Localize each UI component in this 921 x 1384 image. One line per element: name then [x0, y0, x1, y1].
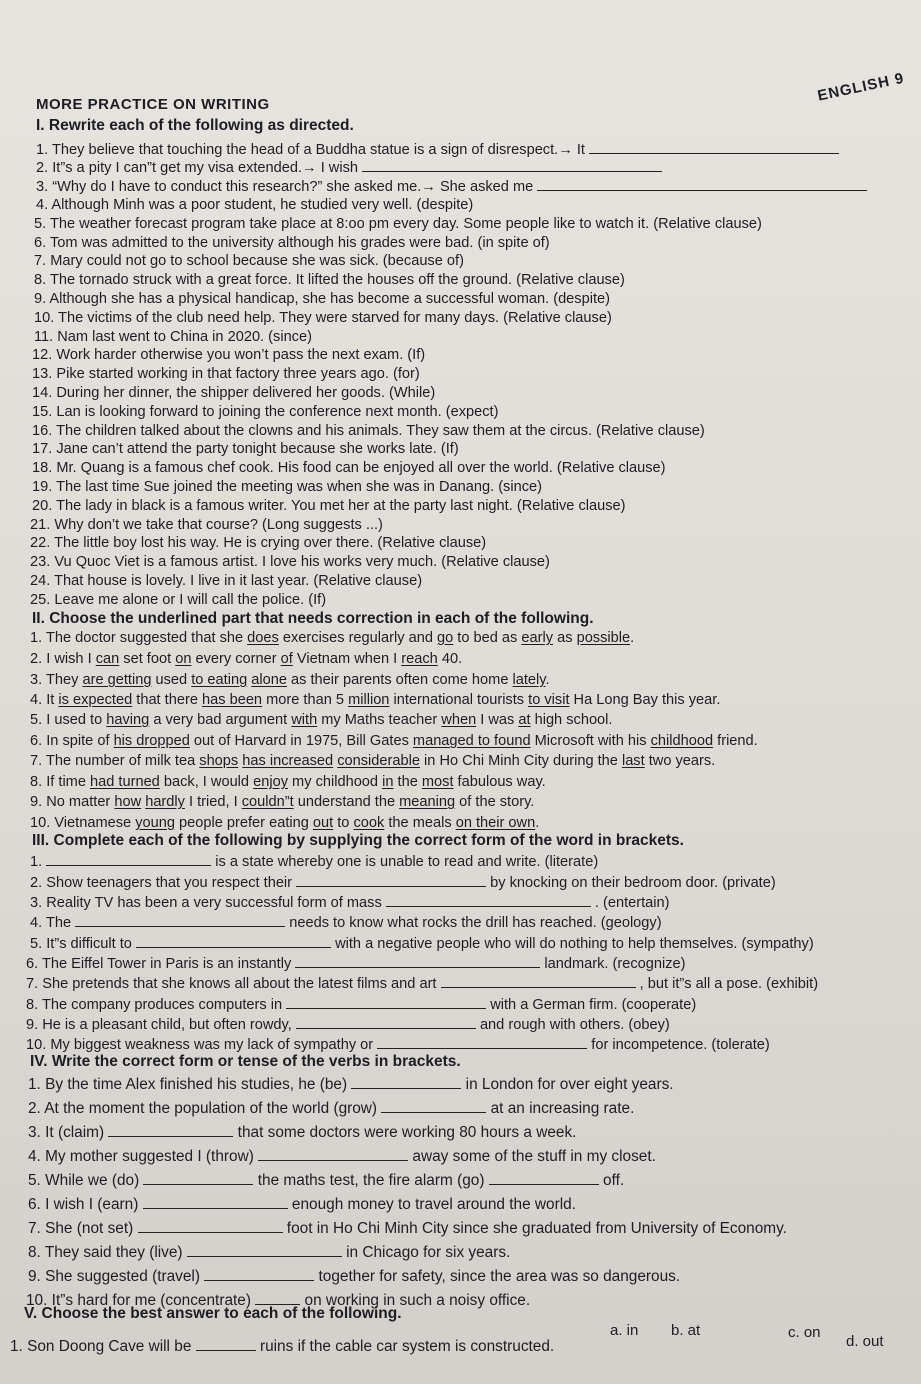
underlined-option[interactable]: are getting — [82, 672, 152, 688]
item-text: 22. The little boy lost his way. He is crying over there. (Relative clause) — [30, 535, 487, 551]
verb-form-item — [28, 1244, 510, 1262]
rewrite-item — [30, 592, 326, 608]
item-text: 12. Work harder otherwise you won’t pass the next exam. (If) — [32, 347, 426, 363]
item-suffix: in Chicago for six years. — [346, 1244, 511, 1261]
item-prefix: 2. Show teenagers that you respect their — [30, 875, 293, 891]
item-prefix: 2. At the moment the population of the world (grow) — [28, 1100, 378, 1117]
item-prefix: 8. They said they (live) — [28, 1244, 183, 1261]
correction-item — [30, 815, 539, 831]
item-text: 7. The number of milk tea — [30, 753, 200, 769]
item-prefix: 10. My biggest weakness was my lack of sympathy or — [26, 1037, 374, 1053]
item-text: 2. It”s a pity I can”t get my visa extended.→ I wish — [36, 160, 359, 176]
underlined-option[interactable]: possible — [576, 630, 631, 646]
item-suffix: with a German firm. (cooperate) — [490, 997, 697, 1013]
item-text: that there — [132, 692, 202, 708]
rewrite-item — [36, 178, 867, 195]
underlined-option[interactable]: at — [518, 712, 531, 728]
rewrite-item — [34, 310, 612, 326]
item-suffix: off. — [603, 1172, 625, 1189]
item-text: a very bad argument — [149, 712, 292, 728]
item-suffix: enough money to travel around the world. — [291, 1196, 576, 1213]
underlined-option[interactable]: with — [291, 712, 318, 728]
item-text: 23. Vu Quoc Viet is a famous artist. I love his works very much. (Relative clause) — [30, 554, 550, 570]
item-prefix: 6. I wish I (earn) — [28, 1196, 139, 1213]
underlined-option[interactable]: shops — [199, 753, 239, 769]
underlined-option[interactable]: alone — [251, 672, 287, 688]
item-text: in Ho Chi Minh City during the — [419, 753, 622, 769]
answer-blank[interactable] — [489, 1172, 599, 1185]
underlined-option[interactable]: childhood — [650, 733, 714, 749]
answer-blank[interactable] — [377, 1036, 587, 1049]
word-form-item — [26, 1036, 770, 1053]
underlined-option[interactable]: having — [106, 712, 150, 728]
item-prefix: 8. The company produces computers in — [26, 997, 283, 1013]
item-text: exercises regularly and — [278, 630, 438, 646]
correction-item — [30, 774, 546, 790]
rewrite-item — [32, 347, 425, 363]
item-text: as their parents often come home — [286, 672, 513, 688]
correction-item — [30, 672, 550, 688]
item-text: 8. If time — [30, 774, 91, 790]
underlined-option[interactable]: million — [348, 692, 390, 708]
item-text: 3. They — [30, 672, 83, 688]
item-prefix: 5. While we (do) — [28, 1172, 140, 1189]
word-form-item — [30, 935, 814, 952]
correction-item — [30, 692, 720, 708]
item-text: international tourists — [389, 692, 529, 708]
underlined-option[interactable]: on their own — [455, 815, 536, 831]
item-text: 25. Leave me alone or I will call the police. (If) — [30, 592, 327, 608]
rewrite-item — [36, 159, 662, 176]
underlined-option[interactable]: does — [247, 630, 279, 646]
item-text: set foot — [119, 651, 176, 667]
underlined-option[interactable]: has increased — [242, 753, 334, 769]
rewrite-item — [34, 291, 610, 307]
item-text: people prefer eating — [174, 815, 313, 831]
item-text: 13. Pike started working in that factory three years ago. (for) — [32, 366, 420, 382]
item-text: 3. “Why do I have to conduct this research?” she asked me.→ She asked me — [36, 179, 534, 195]
rewrite-item — [32, 366, 420, 382]
item-text: . — [545, 672, 550, 688]
correction-item — [30, 794, 534, 810]
item-text: every corner — [191, 651, 281, 667]
item-text: to bed as — [453, 630, 522, 646]
item-text: 10. Vietnamese — [30, 815, 136, 831]
item-suffix: foot in Ho Chi Minh City since she graduated from University of Economy. — [286, 1220, 787, 1237]
item-text: 11. Nam last went to China in 2020. (since) — [34, 329, 312, 345]
item-text: 4. It — [30, 692, 59, 708]
underlined-option[interactable]: young — [135, 815, 175, 831]
item-text: high school. — [530, 712, 613, 728]
rewrite-item — [32, 479, 542, 495]
item-text: 14. During her dinner, the shipper delivered her goods. (While) — [32, 385, 436, 401]
item-text: 6. In spite of — [30, 733, 114, 749]
item-prefix: 1. Son Doong Cave will be — [10, 1338, 192, 1355]
answer-blank[interactable] — [589, 141, 839, 154]
answer-blank[interactable] — [286, 996, 486, 1009]
correction-item — [30, 630, 634, 646]
item-text: used — [151, 672, 192, 688]
item-prefix: 1. By the time Alex finished his studies, he (be) — [28, 1076, 348, 1093]
verb-form-item — [28, 1148, 656, 1166]
answer-blank[interactable] — [46, 853, 211, 866]
multiple-choice-item — [10, 1338, 554, 1356]
word-form-item — [30, 914, 662, 931]
answer-blank[interactable] — [258, 1148, 408, 1161]
verb-form-item — [28, 1172, 624, 1190]
item-text: more than 5 — [262, 692, 349, 708]
item-text: 1. They believe that touching the head of a Buddha statue is a sign of disrespect.→ It — [36, 142, 585, 158]
item-prefix: 3. It (claim) — [28, 1124, 105, 1141]
answer-blank[interactable] — [255, 1292, 300, 1305]
underlined-option[interactable]: to eating — [191, 672, 248, 688]
section-1-title: I. Rewrite each of the following as directed. — [36, 117, 354, 134]
correction-item — [30, 733, 758, 749]
item-prefix: 4. My mother suggested I (throw) — [28, 1148, 254, 1165]
item-prefix: 7. She (not set) — [28, 1220, 134, 1237]
item-prefix: 9. He is a pleasant child, but often rowdy, — [26, 1017, 292, 1033]
item-suffix: and rough with others. (obey) — [479, 1017, 670, 1033]
worksheet-title: MORE PRACTICE ON WRITING — [36, 96, 270, 113]
verb-form-item — [28, 1196, 576, 1214]
item-text: I was — [476, 712, 519, 728]
underlined-option[interactable]: reach — [401, 651, 438, 667]
item-text: Vietnam when I — [292, 651, 402, 667]
verb-form-item — [28, 1124, 576, 1142]
underlined-option[interactable]: last — [621, 753, 645, 769]
answer-blank[interactable] — [537, 178, 867, 191]
item-prefix: 3. Reality TV has been a very successful form of mass — [30, 895, 382, 911]
underlined-option[interactable]: most — [421, 774, 454, 790]
underlined-option[interactable]: couldn”t — [241, 794, 294, 810]
underlined-option[interactable]: has been — [202, 692, 263, 708]
item-text: 5. I used to — [30, 712, 107, 728]
rewrite-item — [34, 216, 762, 232]
item-text: 7. Mary could not go to school because she was sick. (because of) — [34, 253, 464, 269]
underlined-option[interactable]: is expected — [58, 692, 133, 708]
answer-option[interactable]: a. in — [610, 1322, 639, 1339]
answer-blank[interactable] — [381, 1100, 486, 1113]
item-prefix: 4. The — [30, 915, 72, 931]
rewrite-item — [34, 272, 625, 288]
rewrite-item — [32, 441, 459, 457]
rewrite-item — [36, 197, 473, 213]
answer-blank[interactable] — [362, 159, 662, 172]
item-suffix: ruins if the cable car system is constructed. — [259, 1338, 555, 1355]
item-text: friend. — [713, 733, 758, 749]
rewrite-item — [30, 554, 550, 570]
item-text: 15. Lan is looking forward to joining the conference next month. (expect) — [32, 404, 499, 420]
answer-blank[interactable] — [441, 975, 636, 988]
item-text: 21. Why don’t we take that course? (Long suggests ...) — [30, 517, 383, 533]
word-form-item — [26, 975, 818, 992]
item-prefix: 9. She suggested (travel) — [28, 1268, 200, 1285]
section-4-title: IV. Write the correct form or tense of the verbs in brackets. — [30, 1053, 461, 1070]
item-text: . — [535, 815, 540, 831]
answer-blank[interactable] — [295, 955, 540, 968]
word-form-item — [26, 955, 686, 972]
rewrite-item — [32, 423, 705, 439]
item-suffix: in London for over eight years. — [465, 1076, 674, 1093]
item-middle: the maths test, the fire alarm (go) — [257, 1172, 485, 1189]
item-text: as — [553, 630, 577, 646]
answer-option[interactable]: d. out — [846, 1333, 884, 1350]
rewrite-item — [34, 253, 464, 269]
rewrite-item — [32, 404, 498, 420]
item-text: 5. The weather forecast program take place at 8:oo pm every day. Some people like to watch it. (Relative clause) — [34, 216, 762, 232]
item-suffix: at an increasing rate. — [490, 1100, 635, 1117]
word-form-item — [30, 894, 670, 911]
answer-blank[interactable] — [386, 894, 591, 907]
answer-blank[interactable] — [204, 1268, 314, 1281]
correction-item — [30, 651, 462, 667]
answer-blank[interactable] — [296, 1016, 476, 1029]
item-text: to — [333, 815, 354, 831]
underlined-option[interactable]: of — [280, 651, 293, 667]
underlined-option[interactable]: had turned — [90, 774, 160, 790]
word-form-item — [26, 996, 696, 1013]
item-suffix: . (entertain) — [594, 895, 670, 911]
underlined-option[interactable]: to visit — [528, 692, 570, 708]
item-suffix: on working in such a noisy office. — [304, 1292, 531, 1309]
word-form-item — [30, 874, 776, 891]
item-prefix: 5. It”s difficult to — [30, 936, 132, 952]
correction-item — [30, 712, 612, 728]
answer-blank[interactable] — [136, 935, 331, 948]
answer-blank[interactable] — [75, 914, 285, 927]
answer-blank[interactable] — [187, 1244, 342, 1257]
item-text: of the story. — [455, 794, 535, 810]
underlined-option[interactable]: enjoy — [253, 774, 288, 790]
item-text: Ha Long Bay this year. — [569, 692, 721, 708]
item-suffix: with a negative people who will do nothing to help themselves. (sympathy) — [335, 936, 814, 952]
item-text: 19. The last time Sue joined the meeting was when she was in Danang. (since) — [32, 479, 542, 495]
item-text: the meals — [384, 815, 456, 831]
item-suffix: landmark. (recognize) — [544, 956, 686, 972]
answer-blank[interactable] — [143, 1196, 288, 1209]
item-text: Microsoft with his — [530, 733, 651, 749]
item-suffix: for incompetence. (tolerate) — [591, 1037, 770, 1053]
word-form-item — [30, 853, 598, 870]
rewrite-item — [32, 385, 435, 401]
rewrite-item — [34, 329, 312, 345]
item-text: my Maths teacher — [317, 712, 442, 728]
answer-blank[interactable] — [351, 1076, 461, 1089]
item-prefix: 10. It”s hard for me (concentrate) — [26, 1292, 251, 1309]
item-text: 16. The children talked about the clowns and his animals. They saw them at the circus. (Relative clause) — [32, 423, 705, 439]
underlined-option[interactable]: go — [437, 630, 454, 646]
underlined-option[interactable]: how — [114, 794, 142, 810]
section-5-title: V. Choose the best answer to each of the following. — [24, 1305, 402, 1322]
section-2-title: II. Choose the underlined part that needs correction in each of the following. — [32, 610, 594, 627]
item-prefix: 6. The Eiffel Tower in Paris is an instantly — [26, 956, 292, 972]
item-text: 40. — [437, 651, 463, 667]
underlined-option[interactable]: can — [95, 651, 120, 667]
underlined-option[interactable]: on — [175, 651, 192, 667]
underlined-option[interactable]: lately — [512, 672, 546, 688]
item-text: 17. Jane can’t attend the party tonight because she works late. (If) — [32, 441, 459, 457]
item-text: 20. The lady in black is a famous writer. You met her at the party last night. (Relative clause) — [32, 498, 626, 514]
item-text: 1. The doctor suggested that she — [30, 630, 248, 646]
underlined-option[interactable]: meaning — [399, 794, 456, 810]
rewrite-item — [36, 141, 839, 158]
item-text: out of Harvard in 1975, Bill Gates — [189, 733, 413, 749]
item-text: 24. That house is lovely. I live in it last year. (Relative clause) — [30, 573, 423, 589]
item-text: fabulous way. — [453, 774, 546, 790]
verb-form-item — [28, 1268, 680, 1286]
rewrite-item — [30, 535, 486, 551]
item-prefix: 1. — [30, 854, 43, 870]
item-text: 10. The victims of the club need help. They were starved for many days. (Relative clause) — [34, 310, 612, 326]
underlined-option[interactable]: out — [312, 815, 334, 831]
item-text: the — [393, 774, 422, 790]
item-text: 6. Tom was admitted to the university although his grades were bad. (in spite of) — [34, 235, 550, 251]
word-form-item — [26, 1016, 670, 1033]
rewrite-item — [34, 235, 550, 251]
item-text: 9. No matter — [30, 794, 115, 810]
answer-option[interactable]: b. at — [671, 1322, 701, 1339]
verb-form-item — [28, 1100, 634, 1118]
item-text: . — [630, 630, 635, 646]
underlined-option[interactable]: when — [441, 712, 477, 728]
correction-item — [30, 753, 715, 769]
answer-blank[interactable] — [138, 1220, 283, 1233]
rewrite-item — [32, 460, 666, 476]
underlined-option[interactable]: managed to found — [412, 733, 531, 749]
underlined-option[interactable]: considerable — [337, 753, 420, 769]
item-suffix: by knocking on their bedroom door. (private) — [490, 875, 776, 891]
answer-option[interactable]: c. on — [788, 1324, 821, 1341]
item-text: 18. Mr. Quang is a famous chef cook. His food can be enjoyed all over the world. (Relative clause) — [32, 460, 666, 476]
answer-blank[interactable] — [296, 874, 486, 887]
underlined-option[interactable]: his dropped — [113, 733, 190, 749]
item-text: 2. I wish I — [30, 651, 96, 667]
verb-form-item — [28, 1076, 674, 1094]
underlined-option[interactable]: hardly — [145, 794, 185, 810]
answer-blank[interactable] — [196, 1338, 256, 1351]
verb-form-item — [28, 1220, 787, 1238]
item-suffix: needs to know what rocks the drill has reached. (geology) — [289, 915, 662, 931]
rewrite-item — [32, 498, 626, 514]
underlined-option[interactable]: cook — [353, 815, 385, 831]
section-3-title: III. Complete each of the following by supplying the correct form of the word in brackets. — [32, 832, 684, 849]
item-text: my childhood — [288, 774, 383, 790]
item-text: I tried, I — [184, 794, 242, 810]
underlined-option[interactable]: in — [382, 774, 394, 790]
item-suffix: is a state whereby one is unable to read and write. (literate) — [215, 854, 599, 870]
underlined-option[interactable]: early — [521, 630, 554, 646]
subject-label: ENGLISH 9 — [816, 69, 906, 105]
item-prefix: 7. She pretends that she knows all about the latest films and art — [26, 976, 437, 992]
rewrite-item — [30, 517, 383, 533]
item-suffix: together for safety, since the area was so dangerous. — [318, 1268, 681, 1285]
item-suffix: , but it”s all a pose. (exhibit) — [639, 976, 819, 992]
item-text: two years. — [644, 753, 716, 769]
item-text: 9. Although she has a physical handicap, she has become a successful woman. (despite) — [34, 291, 610, 307]
item-text: 8. The tornado struck with a great force. It lifted the houses off the ground. (Relative clause) — [34, 272, 625, 288]
answer-blank[interactable] — [143, 1172, 253, 1185]
answer-blank[interactable] — [108, 1124, 233, 1137]
rewrite-item — [30, 573, 422, 589]
item-text: 4. Although Minh was a poor student, he studied very well. (despite) — [36, 197, 474, 213]
item-text: understand the — [293, 794, 400, 810]
item-suffix: away some of the stuff in my closet. — [412, 1148, 656, 1165]
item-suffix: that some doctors were working 80 hours a week. — [237, 1124, 577, 1141]
item-text: back, I would — [159, 774, 254, 790]
